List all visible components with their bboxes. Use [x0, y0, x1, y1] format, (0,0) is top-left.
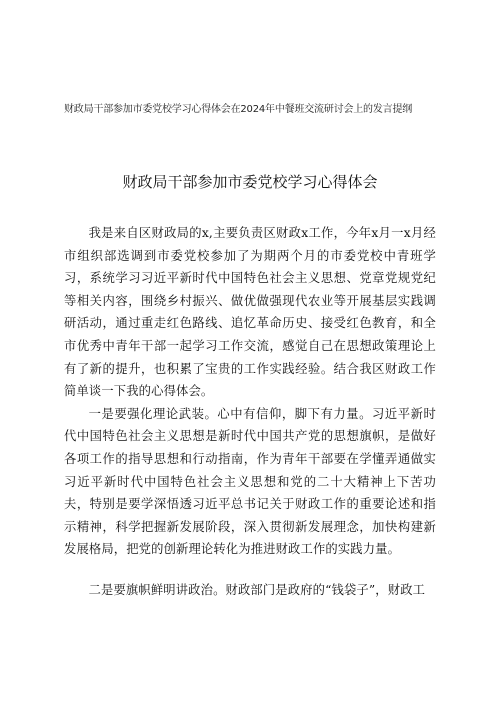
body-paragraph: 一是要强化理论武装。心中有信仰，脚下有力量。习近平新时代中国特色社会主义思想是新时代中国共产党的思想旗帜，是做好各项工作的指导思想和行动指南，作为青年干部要在学懂弄通做实习近平新时代中国特色社会主义思想和党的二十大精神上下苦功夫，特别是要学深悟透习近平总书记关于财政工作的重要论述和指示精神，科学把握新发展阶段，深入贯彻新发展理念，加快构建新发展格局，把党的创新理论转化为推进财政工作的实践力量。	[64, 406, 436, 557]
body-paragraph: 我是来自区财政局的x,主要负责区财政x工作，今年x月一x月经市组织部选调到市委党校参加了为期两个月的市委党校中青班学习，系统学习习近平新时代中国特色社会主义思想、党章党规党纪等相关内容，围绕乡村振兴、做优做强现代农业等开展基层实践调研活动，通过重走红色路线、追忆革命历史、接受红色教育，和全市优秀中青年干部一起学习工作交流，感觉自己在思想政策理论上有了新的提升，也积累了宝贵的工作实践经验。结合我区财政工作简单谈一下我的心得体会。	[64, 226, 436, 399]
body-paragraph: 二是要旗帜鲜明讲政治。财政部门是政府的“钱袋子”，财政工	[88, 582, 426, 597]
document-title: 财政局干部参加市委党校学习心得体会	[122, 173, 378, 191]
document-body	[64, 222, 436, 602]
document-header: 财政局干部参加市委党校学习心得体会在2024年中餐班交流研讨会上的发言提纲	[64, 104, 413, 115]
